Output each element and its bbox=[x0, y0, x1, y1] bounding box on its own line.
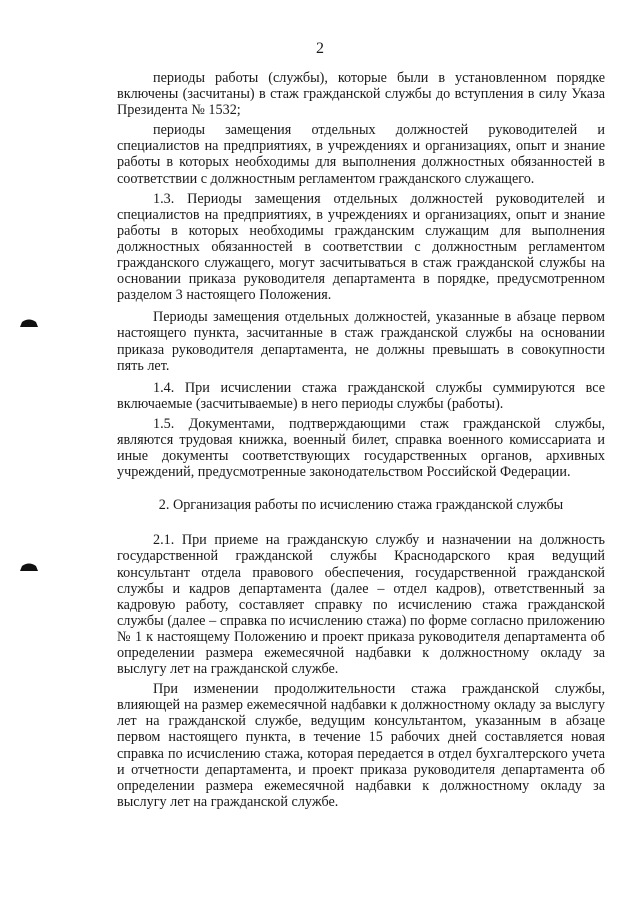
paragraph-2-1: 2.1. При приеме на гражданскую службу и назначении на должность государственной гражданской службы Краснодарского края ведущий консультант отдела правового обеспечения, государственной гражданской службы и кадров департамента (далее – отдел кадров), ответственный за кадровую работу, составляет справку по исчислению стажа гражданской службы (далее – справка по исчислению стажа) по форме согласно приложению № 1 к настоящему Положению и проект приказа руководителя департамента об определении размера ежемесячной надбавки к должностному окладу за выслугу лет на гражданской службе. bbox=[117, 532, 605, 678]
binding-hole-mark bbox=[20, 562, 38, 571]
binding-hole-mark bbox=[20, 318, 38, 327]
paragraph-service-periods: периоды работы (службы), которые были в установленном порядке включены (засчитаны) в стаж гражданской службы до вступления в силу Указа Президента № 1532; bbox=[117, 70, 605, 119]
page-number: 2 bbox=[316, 40, 324, 57]
paragraph-1-3: 1.3. Периоды замещения отдельных должностей руководителей и специалистов на предприятиях, в учреждениях и организациях, опыт и знание работы в которых необходимы гражданским служащим для выполнения должностных обязанностей в соответствии с должностным регламентом гражданского служащего, могут засчитываться в стаж гражданской службы на основании приказа руководителя департамента в порядке, предусмотренном разделом 3 настоящего Положения. bbox=[117, 190, 605, 304]
paragraph-stage-change: При изменении продолжительности стажа гражданской службы, влияющей на размер ежемесячной надбавки к должностному окладу за выслугу лет на гражданской службе, ведущим консультантом, указанным в абзаце первом настоящего пункта, в течение 15 рабочих дней составляется новая справка по исчислению стажа, которая передается в отдел бухгалтерского учета и отчетности департамента, и проект приказа руководителя департамента об определении размера ежемесячной надбавки к должностному окладу за выслугу лет на гражданской службе. bbox=[117, 681, 605, 810]
paragraph-1-5: 1.5. Документами, подтверждающими стаж гражданской службы, являются трудовая книжка, военный билет, справка военного комиссариата и иные документы соответствующих государственных органов, архивных учреждений, предусмотренные законодательством Российской Федерации. bbox=[117, 415, 605, 481]
paragraph-five-years-limit: Периоды замещения отдельных должностей, указанные в абзаце первом настоящего пункта, засчитанные в стаж гражданской службы на основании приказа руководителя департамента, не должны превышать в совокупности пять лет. bbox=[117, 309, 605, 374]
document-body bbox=[117, 70, 605, 810]
paragraph-1-4: 1.4. При исчислении стажа гражданской службы суммируются все включаемые (засчитываемые) в него периоды службы (работы). bbox=[117, 379, 605, 412]
paragraph-position-periods: периоды замещения отдельных должностей руководителей и специалистов на предприятиях, в учреждениях и организациях, опыт и знание работы в которых необходимы для выполнения должностных обязанностей в соответствии с должностным регламентом гражданского служащего. bbox=[117, 122, 605, 187]
section-2-heading: 2. Организация работы по исчислению стажа гражданской службы bbox=[158, 497, 564, 514]
